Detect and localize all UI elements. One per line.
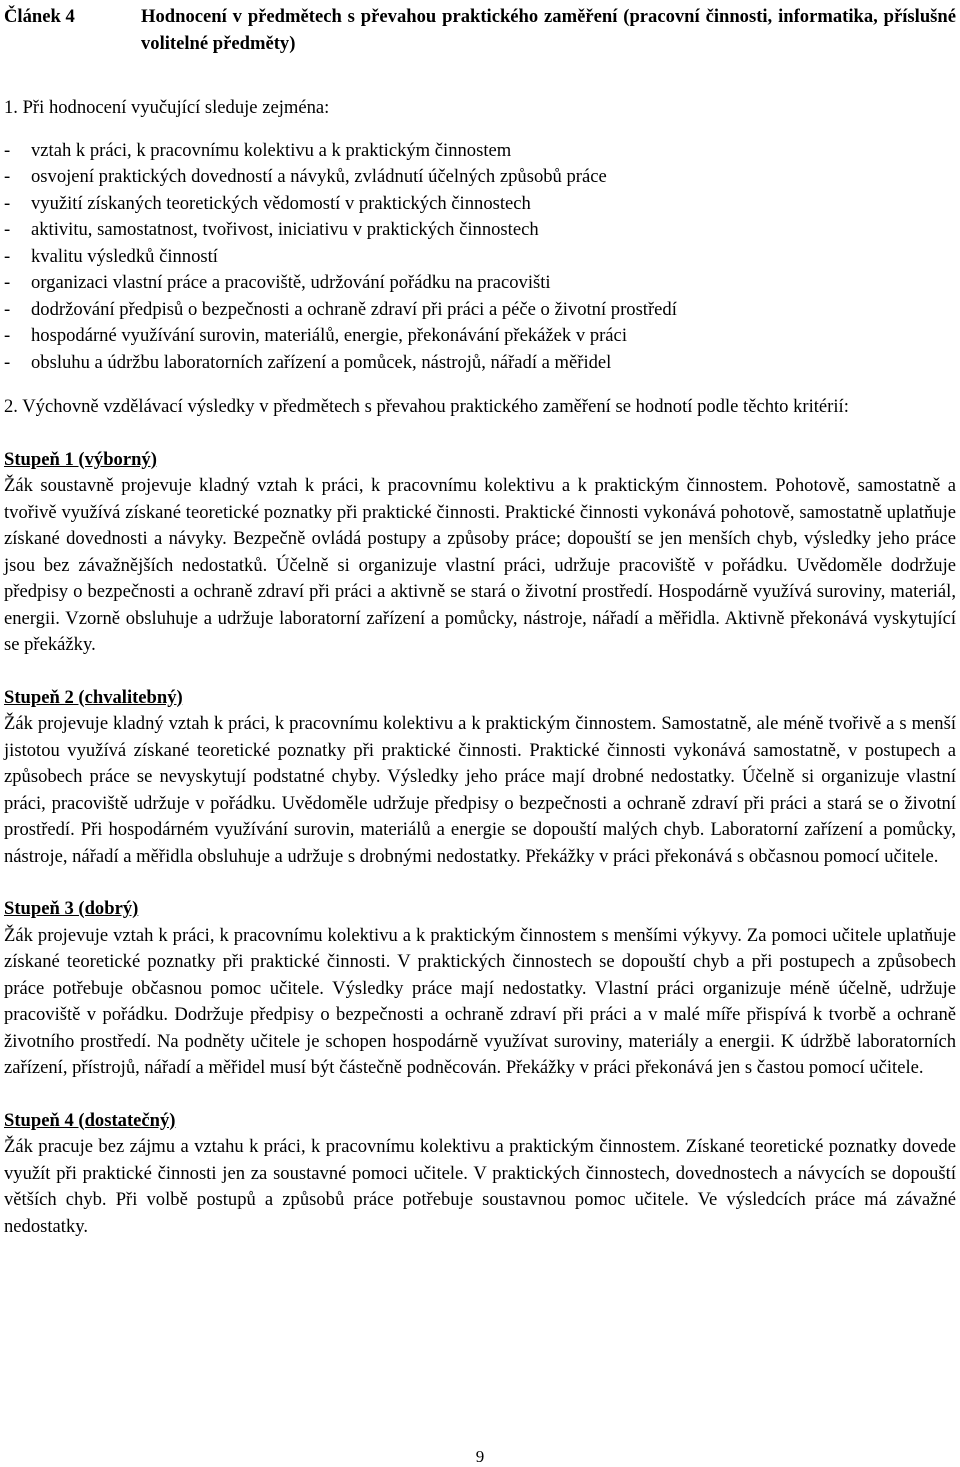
list-dash: - <box>4 351 11 373</box>
list-item: - vztah k práci, k pracovnímu kolektivu a k praktickým činnostem <box>4 138 956 165</box>
grade-title: Stupeň 2 (chvalitebný) <box>4 686 183 708</box>
list-dash: - <box>4 166 11 187</box>
article-label: Článek 4 <box>4 6 75 27</box>
list-dash: - <box>4 325 11 346</box>
grade-block-2 <box>4 685 956 871</box>
grade-text: Žák pracuje bez zájmu a vztahu k práci, k pracovnímu kolektivu a praktickým činnostem. Získané teoretické poznatky dovede využít při praktické činnosti jen za soustavné pomoci učitele. V praktických činnostech, dovednostech a návycích se dopouští větších chyb. Při volbě postupů a způsobů práce potřebuje soustavnou pomoc učitele. Ve výsledcích práce má závažné nedostatky. <box>4 1136 956 1237</box>
list-dash: - <box>4 298 11 320</box>
list-dash: - <box>4 139 11 161</box>
list-item: - kvalitu výsledků činností <box>4 244 956 271</box>
page-number: 9 <box>475 1447 485 1466</box>
list-item: - dodržování předpisů o bezpečnosti a ochraně zdraví při práci a péče o životní prostředí <box>4 297 956 324</box>
grade-text: Žák projevuje kladný vztah k práci, k pracovnímu kolektivu a k praktickým činnostem. Samostatně, ale méně tvořivě a s menší jistotou využívá získané teoretické poznatky při praktické činnosti. Praktické činnosti vykonává samostatně, v postupech a způsobech práce se nevyskytují podstatné chyby. Výsledky jeho práce mají drobné nedostatky. Účelně si organizuje vlastní práci, pracoviště udržuje v pořádku. Uvědoměle udržuje předpisy o bezpečnosti a ochraně zdraví při práci a stará se o životní prostředí. Při hospodárném využívání surovin, materiálů a energie se dopouští malých chyb. Laboratorní zařízení a pomůcky, nástroje, nářadí a měřidla obsluhuje a udržuje s drobnými nedostatky. Překážky v práci překonává s občasnou pomocí učitele. <box>4 713 956 867</box>
list-dash: - <box>4 192 11 214</box>
list-item: - hospodárné využívání surovin, materiálů, energie, překonávání překážek v práci <box>4 323 956 350</box>
document-page <box>4 0 956 1240</box>
grade-title: Stupeň 4 (dostatečný) <box>4 1109 176 1131</box>
grade-block-3 <box>4 896 956 1082</box>
grade-text: Žák projevuje vztah k práci, k pracovnímu kolektivu a k praktickým činnostem s menšími výkyvy. Za pomoci učitele uplatňuje získané teoretické poznatky při praktické činnosti. V praktických činnostech se dopouští chyb a při postupech a způsobech práce potřebuje občasnou pomoc učitele. Výsledky práce mají nedostatky. Vlastní práci organizuje méně účelně, udržuje pracoviště v pořádku. Dodržuje předpisy o bezpečnosti a ochraně zdraví při práci a v malé míře přispívá k tvorbě a ochraně životního prostředí. Na podněty učitele je schopen hospodárně využívat suroviny, materiály a energii. K údržbě laboratorních zařízení, přístrojů, nářadí a měřidel musí být částečně podněcován. Překážky v práci překonává jen s častou pomocí učitele. <box>4 924 956 1078</box>
list-dash: - <box>4 272 11 293</box>
grade-text: Žák soustavně projevuje kladný vztah k práci, k pracovnímu kolektivu a k praktickým činnostem. Pohotově, samostatně a tvořivě využívá získané teoretické poznatky při praktické činnosti. Praktické činnosti vykonává pohotově, samostatně uplatňuje získané dovednosti a návyky. Bezpečně ovládá postupy a způsoby práce; dopouští se jen menších chyb, výsledky jeho práce jsou bez závažnějších nedostatků. Účelně si organizuje vlastní práci, udržuje pracoviště v pořádku. Uvědoměle dodržuje předpisy o bezpečnosti a ochraně zdraví při práci a aktivně se stará o životní prostředí. Hospodárně využívá suroviny, materiál, energii. Vzorně obsluhuje a udržuje laboratorní zařízení a pomůcky, nástroje, nářadí a měřidla. Aktivně překonává vyskytující se překážky. <box>4 475 956 655</box>
grade-block-1 <box>4 447 956 659</box>
list-item: - obsluhu a údržbu laboratorních zařízení a pomůcek, nástrojů, nářadí a měřidel <box>4 350 956 377</box>
section2-text: 2. Výchovně vzdělávací výsledky v předmětech s převahou praktického zaměření se hodnotí podle těchto kritérií: <box>4 396 849 417</box>
grade-block-4 <box>4 1108 956 1241</box>
article-title: Hodnocení v předmětech s převahou praktického zaměření (pracovní činnosti, informatika, příslušné volitelné předměty) <box>141 6 956 54</box>
list-item: - využití získaných teoretických vědomostí v praktických činnostech <box>4 191 956 218</box>
grade-title: Stupeň 1 (výborný) <box>4 448 157 470</box>
grade-title: Stupeň 3 (dobrý) <box>4 898 139 919</box>
list-item: - osvojení praktických dovedností a návyků, zvládnutí účelných způsobů práce <box>4 164 956 191</box>
list-item: - organizaci vlastní práce a pracoviště, udržování pořádku na pracovišti <box>4 270 956 297</box>
criteria-list <box>4 138 956 377</box>
section1-intro: 1. Při hodnocení vyučující sleduje zejména: <box>4 97 330 118</box>
list-dash: - <box>4 219 11 240</box>
list-dash: - <box>4 245 11 267</box>
article-heading <box>4 3 956 57</box>
list-item: - aktivitu, samostatnost, tvořivost, iniciativu v praktických činnostech <box>4 217 956 244</box>
